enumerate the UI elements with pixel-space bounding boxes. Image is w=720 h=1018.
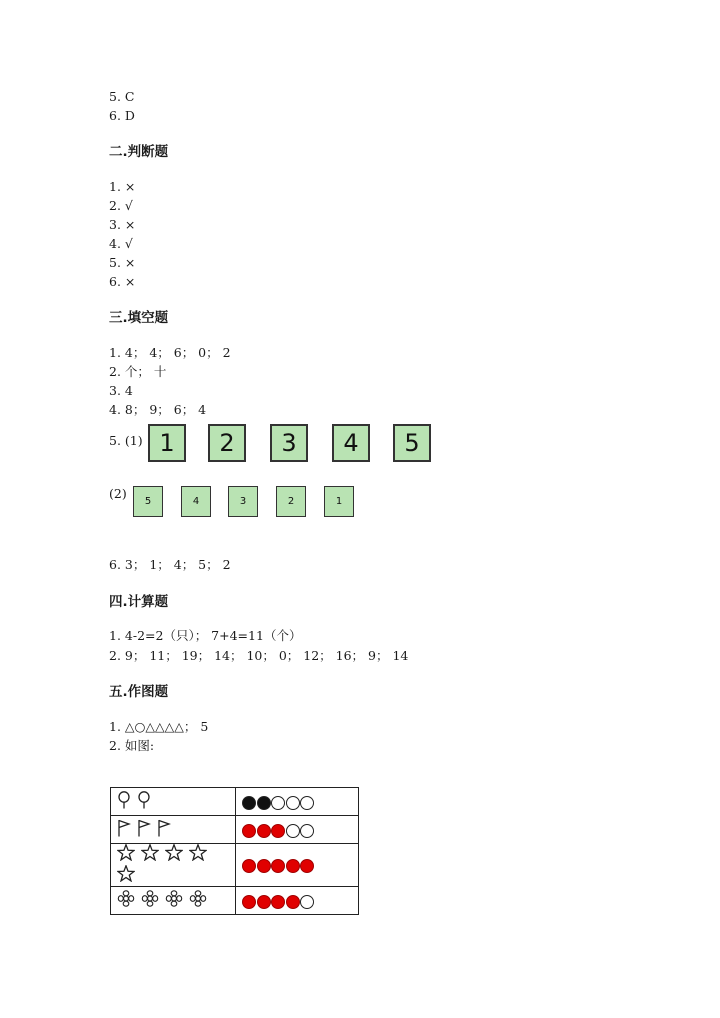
star-icon <box>189 844 207 865</box>
red-dot-icon <box>242 824 256 838</box>
fill-2: 2. 个； 十 <box>109 364 167 379</box>
number-card-small: 2 <box>276 486 306 517</box>
red-dot-icon <box>286 895 300 909</box>
judgement-1: 1. × <box>109 179 136 194</box>
number-card-small: 3 <box>228 486 258 517</box>
white-dot-icon <box>300 824 314 838</box>
judgement-4: 4. √ <box>109 236 133 251</box>
star-icon <box>117 844 135 865</box>
white-dot-icon <box>300 796 314 810</box>
star-icon <box>141 844 159 865</box>
white-dot-icon <box>286 824 300 838</box>
table-row <box>111 887 359 915</box>
number-card-small: 1 <box>324 486 354 517</box>
star-icon <box>165 844 183 865</box>
white-dot-icon <box>271 796 285 810</box>
dot-cell <box>236 816 359 844</box>
balloon-icon <box>137 791 151 813</box>
table-row <box>111 816 359 844</box>
number-card: 3 <box>270 424 308 462</box>
section-title-draw: 五.作图题 <box>109 684 169 700</box>
symbol-cell <box>111 844 236 887</box>
judgement-3: 3. × <box>109 217 136 232</box>
flower-icon <box>141 890 159 911</box>
answer-6: 6. D <box>109 108 135 123</box>
flag-icon <box>137 819 151 841</box>
black-dot-icon <box>242 796 256 810</box>
number-card: 4 <box>332 424 370 462</box>
draw-2: 2. 如图: <box>109 738 155 753</box>
white-dot-icon <box>300 895 314 909</box>
judgement-5: 5. × <box>109 255 136 270</box>
section-title-judgement: 二.判断题 <box>109 144 169 160</box>
number-card: 1 <box>148 424 186 462</box>
draw-1: 1. △○△△△△； 5 <box>109 719 209 734</box>
flower-icon <box>189 890 207 911</box>
balloon-icon <box>117 791 131 813</box>
white-dot-icon <box>286 796 300 810</box>
fill-1: 1. 4； 4； 6； 0； 2 <box>109 345 231 360</box>
symbol-cell <box>111 788 236 816</box>
red-dot-icon <box>271 859 285 873</box>
number-card: 2 <box>208 424 246 462</box>
flag-icon <box>117 819 131 841</box>
flower-icon <box>165 890 183 911</box>
section-title-fill: 三.填空题 <box>109 310 169 326</box>
table-row <box>111 844 359 887</box>
fill-5-label: 5. (1) <box>109 433 143 448</box>
number-card-small: 4 <box>181 486 211 517</box>
dot-cell <box>236 887 359 915</box>
counting-table <box>110 787 359 915</box>
dot-cell <box>236 844 359 887</box>
number-card: 5 <box>393 424 431 462</box>
red-dot-icon <box>286 859 300 873</box>
red-dot-icon <box>242 859 256 873</box>
calc-2: 2. 9； 11； 19； 14； 10； 0； 12； 16； 9； 14 <box>109 648 409 663</box>
fill-6: 6. 3； 1； 4； 5； 2 <box>109 557 231 572</box>
judgement-6: 6. × <box>109 274 136 289</box>
symbol-cell <box>111 887 236 915</box>
red-dot-icon <box>271 895 285 909</box>
red-dot-icon <box>242 895 256 909</box>
calc-1: 1. 4-2=2（只）； 7+4=11（个） <box>109 628 302 643</box>
fill-4: 4. 8； 9； 6； 4 <box>109 402 207 417</box>
table-row <box>111 788 359 816</box>
red-dot-icon <box>300 859 314 873</box>
red-dot-icon <box>271 824 285 838</box>
red-dot-icon <box>257 824 271 838</box>
flag-icon <box>157 819 171 841</box>
number-card-small: 5 <box>133 486 163 517</box>
black-dot-icon <box>257 796 271 810</box>
fill-5-label-2: (2) <box>109 486 127 501</box>
section-title-calc: 四.计算题 <box>109 594 169 610</box>
fill-3: 3. 4 <box>109 383 133 398</box>
red-dot-icon <box>257 895 271 909</box>
red-dot-icon <box>257 859 271 873</box>
flower-icon <box>117 890 135 911</box>
symbol-cell <box>111 816 236 844</box>
star-icon <box>117 865 135 886</box>
judgement-2: 2. √ <box>109 198 133 213</box>
dot-cell <box>236 788 359 816</box>
answer-5: 5. C <box>109 89 135 104</box>
